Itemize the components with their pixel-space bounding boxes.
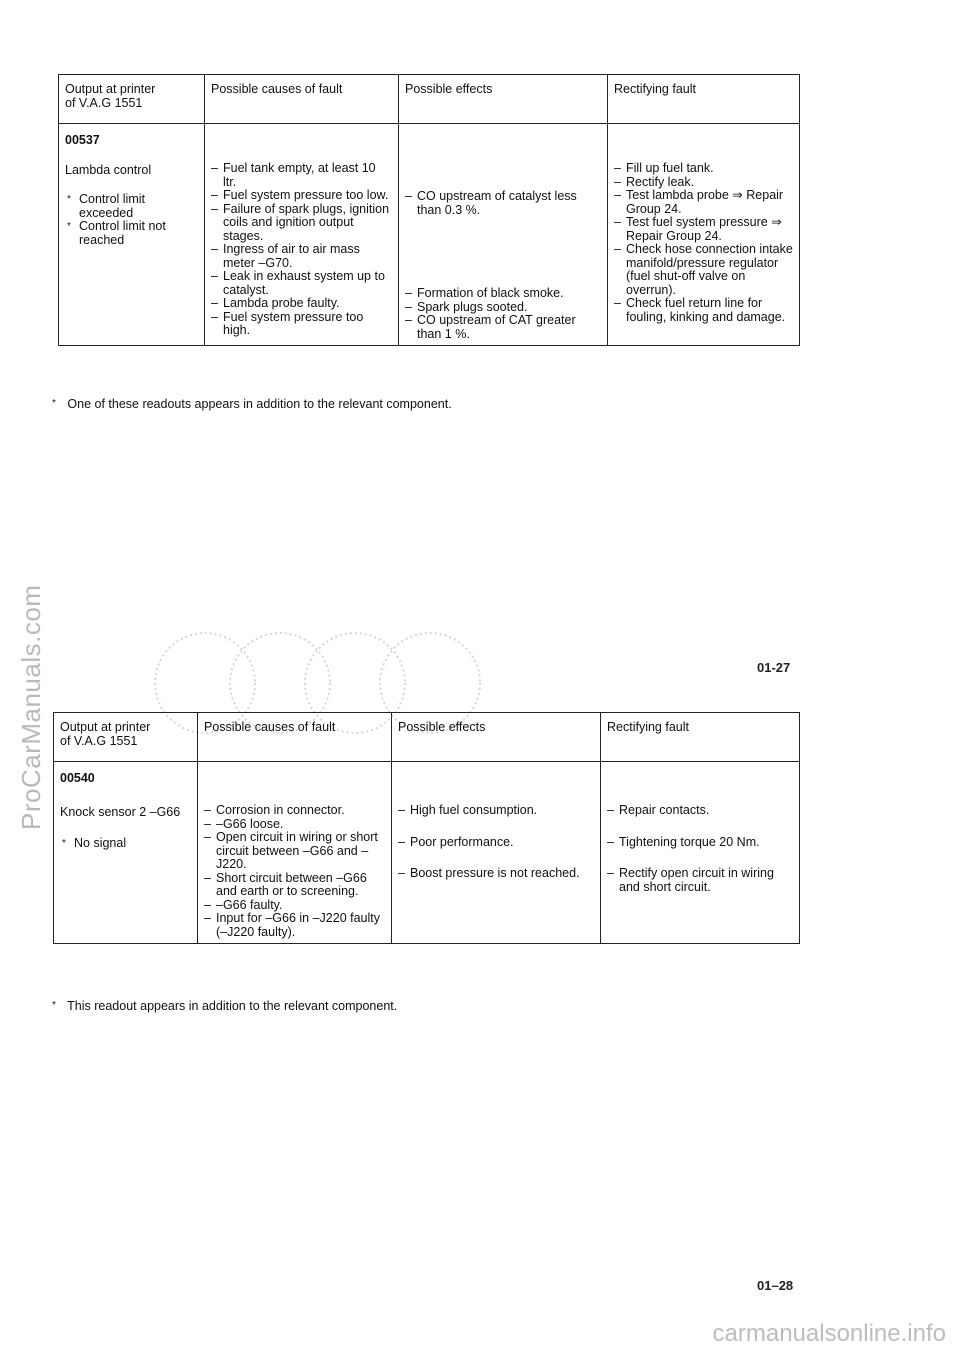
watermark-bottom-text: carmanualsonline.info [712,1320,946,1347]
cause-list [211,162,392,338]
fault-table [53,712,800,944]
header-causes-text: Possible causes of fault [211,82,343,96]
footnote-1 [52,397,452,411]
list-item: – CO upstream of CAT greater than 1 %. [405,314,601,341]
list-item: – Poor performance. [398,836,594,850]
table-row [59,124,800,346]
list-item: – Leak in exhaust system up to catalyst. [211,270,392,297]
effect-list [398,804,594,881]
page-number-top [757,660,790,675]
list-item: – –G66 faulty. [204,899,385,913]
list-item: – Formation of black smoke. [405,287,601,301]
fault-table-00540 [53,712,799,944]
cell-effects [392,762,601,944]
list-item: * Control limit not reached [65,220,198,247]
fault-code: 00537 [65,133,100,147]
cell-fix [601,762,800,944]
footnote-2-text: This readout appears in addition to the relevant component. [67,999,398,1013]
table-header-row [59,75,800,124]
header-effects-text: Possible effects [405,82,493,96]
list-item: – Check hose connection intake manifold/pressure regulator (fuel shut-off valve on overrun). [614,243,793,297]
page-number-top-text: 01-27 [757,660,791,675]
footnote-2 [52,999,397,1013]
fault-table [58,74,800,346]
list-item: – Open circuit in wiring or short circuit between –G66 and –J220. [204,831,385,872]
fix-list [614,162,793,324]
list-item: – Fuel system pressure too low. [211,189,392,203]
readout-list [60,837,191,851]
header-output-text: Output at printer of V.A.G 1551 [60,720,151,748]
header-effects-text: Possible effects [398,720,486,734]
header-fix-text: Rectifying fault [614,82,696,96]
watermark-side-text: ProCarManuals.com [16,584,46,830]
list-item: – Failure of spark plugs, ignition coils and ignition output stages. [211,203,392,244]
list-item: – Fill up fuel tank. [614,162,793,176]
list-item: – Test lambda probe ⇒ Repair Group 24. [614,189,793,216]
list-item: – Boost pressure is not reached. [398,867,594,881]
list-item: – Repair contacts. [607,804,793,818]
list-item: – Fuel system pressure too high. [211,311,392,338]
cell-fix [608,124,800,346]
list-item: – Rectify leak. [614,176,793,190]
cell-causes [205,124,399,346]
header-causes-text: Possible causes of fault [204,720,336,734]
header-output [59,75,205,124]
watermark-bottom [713,1320,946,1348]
cell-output [54,762,198,944]
effect-list-b [405,287,601,341]
list-item: – Fuel tank empty, at least 10 ltr. [211,162,392,189]
fault-table-00537 [58,74,799,346]
header-causes [205,75,399,124]
effects-gap [405,217,601,287]
list-item: – High fuel consumption. [398,804,594,818]
header-fix [608,75,800,124]
cause-list [204,804,385,939]
readout-list [65,193,198,247]
list-item: – Tightening torque 20 Nm. [607,836,793,850]
header-output-text: Output at printer of V.A.G 1551 [65,82,156,110]
list-item: – Ingress of air to air mass meter –G70. [211,243,392,270]
header-effects [392,713,601,762]
table-header-row [54,713,800,762]
header-effects [399,75,608,124]
cell-effects [399,124,608,346]
cell-causes [198,762,392,944]
fix-list [607,804,793,894]
header-causes [198,713,392,762]
fault-code: 00540 [60,771,95,785]
list-item: – Rectify open circuit in wiring and short circuit. [607,867,793,894]
page-number-bottom-text: 01–28 [757,1278,794,1293]
list-item: – Corrosion in connector. [204,804,385,818]
list-item: – Spark plugs sooted. [405,301,601,315]
header-output [54,713,198,762]
cell-output [59,124,205,346]
list-item: – Short circuit between –G66 and earth or to screening. [204,872,385,899]
list-item: * Control limit exceeded [65,193,198,220]
list-item: – Input for –G66 in –J220 faulty (–J220 faulty). [204,912,385,939]
component-name: Lambda control [65,162,152,177]
list-item: – Test fuel system pressure ⇒ Repair Group 24. [614,216,793,243]
watermark-side [16,584,47,830]
list-item: – CO upstream of catalyst less than 0.3 %. [405,190,601,217]
footnote-1-text: One of these readouts appears in addition to the relevant component. [67,397,452,411]
table-row [54,762,800,944]
component-name: Knock sensor 2 –G66 [60,804,181,819]
list-item: * No signal [60,837,191,851]
list-item: – Check fuel return line for fouling, kinking and damage. [614,297,793,324]
header-fix [601,713,800,762]
list-item: – Lambda probe faulty. [211,297,392,311]
page-number-bottom [757,1278,793,1293]
header-fix-text: Rectifying fault [607,720,689,734]
list-item: – –G66 loose. [204,818,385,832]
effect-list-a [405,190,601,217]
